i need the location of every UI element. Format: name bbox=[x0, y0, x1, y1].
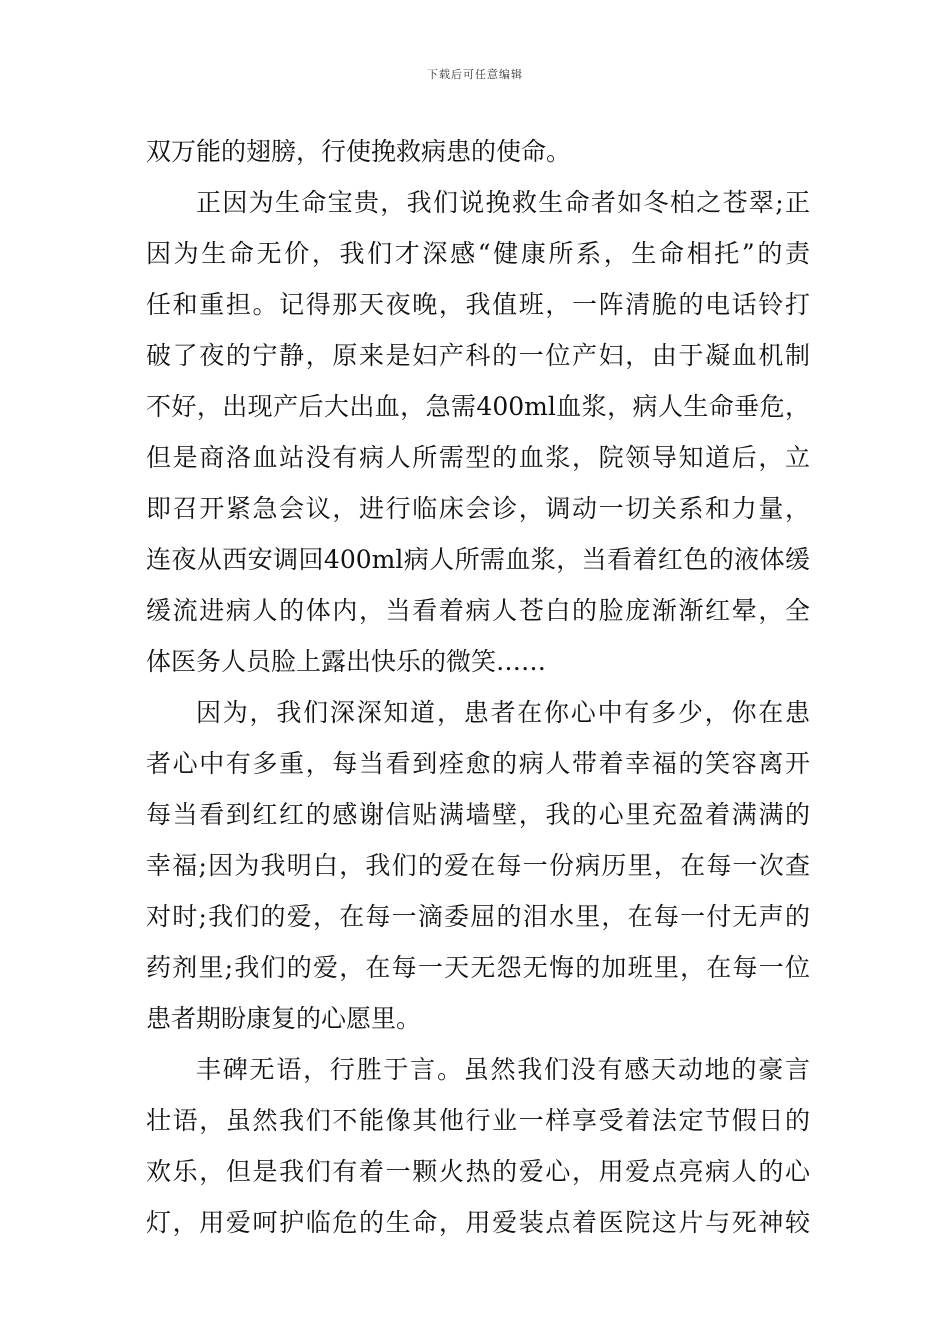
text-line: 因为生命无价，我们才深感“健康所系，生命相托”的责 bbox=[146, 239, 810, 268]
text-line: 幸福;因为我明白，我们的爱在每一份病历里，在每一次查 bbox=[146, 851, 810, 880]
text-line: 缓流进病人的体内，当看着病人苍白的脸庞渐渐红晕，全 bbox=[146, 596, 810, 625]
text-line: 双万能的翅膀，行使挽救病患的使命。 bbox=[146, 137, 572, 166]
text-line: 对时;我们的爱，在每一滴委屈的泪水里，在每一付无声的 bbox=[146, 902, 810, 931]
text-line: 连夜从西安调回400ml病人所需血浆，当看着红色的液体缓 bbox=[146, 545, 810, 574]
text-line: 每当看到红红的感谢信贴满墙壁，我的心里充盈着满满的 bbox=[146, 800, 810, 829]
text-line: 患者期盼康复的心愿里。 bbox=[146, 1004, 422, 1033]
text-line: 正因为生命宝贵，我们说挽救生命者如冬柏之苍翠;正 bbox=[196, 188, 810, 217]
text-line: 灯，用爱呵护临危的生命，用爱装点着医院这片与死神较 bbox=[146, 1208, 810, 1237]
text-line: 即召开紧急会议，进行临床会诊，调动一切关系和力量， bbox=[146, 494, 810, 523]
text-line: 体医务人员脸上露出快乐的微笑…… bbox=[146, 647, 547, 676]
text-line: 丰碑无语，行胜于言。虽然我们没有感天动地的豪言 bbox=[196, 1055, 810, 1084]
text-line: 但是商洛血站没有病人所需型的血浆，院领导知道后，立 bbox=[146, 443, 810, 472]
body-text bbox=[146, 126, 810, 1248]
text-line: 壮语，虽然我们不能像其他行业一样享受着法定节假日的 bbox=[146, 1106, 810, 1135]
text-line: 药剂里;我们的爱，在每一天无怨无悔的加班里，在每一位 bbox=[146, 953, 810, 982]
text-line: 不好，出现产后大出血，急需400ml血浆，病人生命垂危， bbox=[146, 392, 810, 421]
text-line: 破了夜的宁静，原来是妇产科的一位产妇，由于凝血机制 bbox=[146, 341, 810, 370]
text-line: 任和重担。记得那天夜晚，我值班，一阵清脆的电话铃打 bbox=[146, 290, 810, 319]
text-line: 者心中有多重，每当看到痊愈的病人带着幸福的笑容离开 bbox=[146, 749, 810, 778]
text-line: 欢乐，但是我们有着一颗火热的爱心，用爱点亮病人的心 bbox=[146, 1157, 810, 1186]
page-header: 下载后可任意编辑 bbox=[427, 68, 523, 81]
text-line: 因为，我们深深知道，患者在你心中有多少，你在患 bbox=[196, 698, 810, 727]
